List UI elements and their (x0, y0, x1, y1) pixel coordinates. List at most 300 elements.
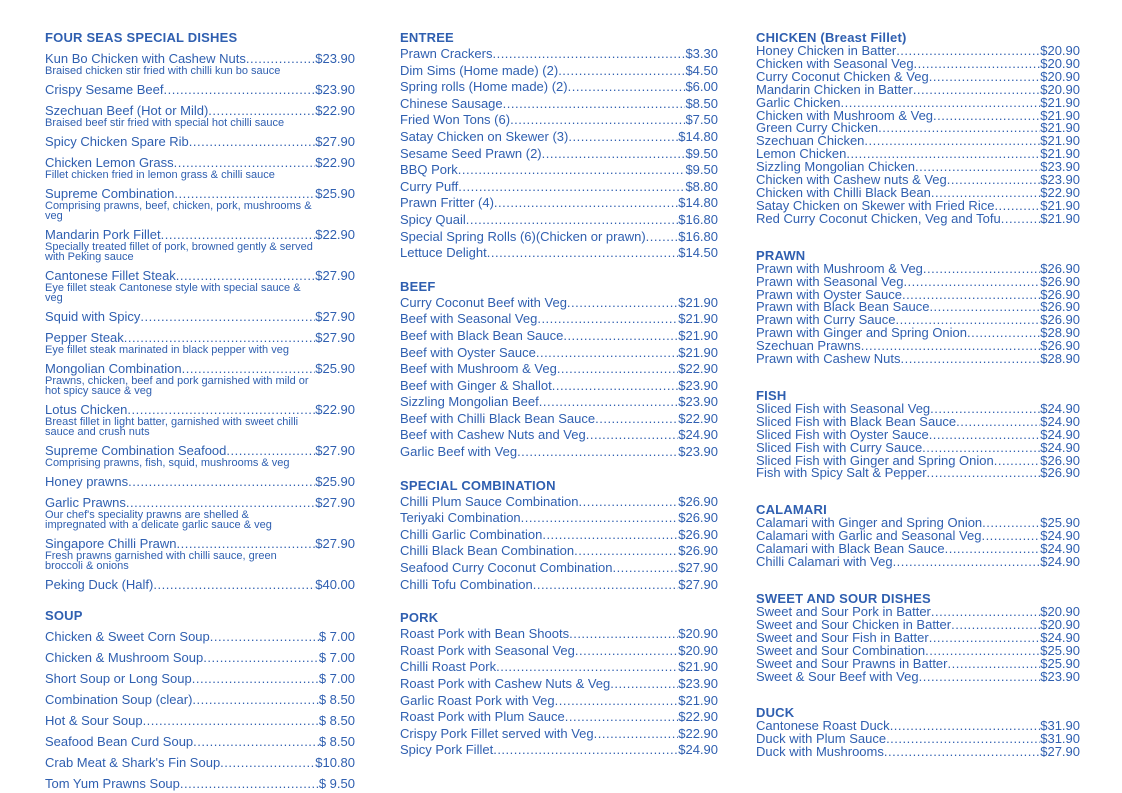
menu-section-entree (400, 30, 718, 262)
menu-item-row (45, 651, 355, 665)
dish-price: $9.50 (685, 162, 718, 178)
menu-item (45, 714, 355, 728)
dish-price: $ 7.00 (318, 650, 355, 665)
dish-name: Sweet and Sour Chicken in Batter (756, 616, 952, 632)
dot-leader (510, 112, 685, 129)
dish-name: Cantonese Roast Duck (756, 718, 890, 734)
dot-leader (140, 310, 315, 324)
menu-item (400, 659, 718, 676)
dish-price: $23.90 (1040, 172, 1080, 188)
dot-leader (127, 403, 315, 417)
dish-price: $14.50 (678, 245, 718, 261)
menu-item-row (400, 146, 718, 163)
dot-leader (161, 228, 316, 242)
dot-leader (226, 444, 315, 458)
dish-price: $ 7.00 (318, 629, 355, 644)
dish-name: Crispy Sesame Beef (45, 82, 164, 97)
dish-name: Chinese Sausage (400, 95, 503, 111)
dish-name: Szechuan Beef (Hot or Mild) (45, 103, 209, 118)
menu-item (400, 394, 718, 411)
dish-price: $27.90 (1040, 744, 1080, 760)
dish-name: Crispy Pork Fillet served with Veg (400, 725, 594, 741)
menu-column-2 (400, 30, 718, 759)
dish-description: Eye fillet steak Cantonese style with special sauce & veg (45, 282, 301, 304)
dish-name: Sliced Fish with Ginger and Spring Onion (756, 452, 994, 468)
menu-section-four-seas-special-dishes (45, 30, 355, 592)
dot-leader (929, 632, 1041, 645)
dish-price: $23.90 (315, 82, 355, 97)
dish-name: Chilli Plum Sauce Combination (400, 493, 579, 509)
menu-item (45, 777, 355, 791)
menu-item-row (45, 735, 355, 749)
dish-price: $22.90 (678, 725, 718, 741)
dish-price: $14.80 (678, 195, 718, 211)
dot-leader (994, 455, 1041, 468)
menu-item-row (400, 46, 718, 63)
dish-price: $22.90 (1040, 184, 1080, 200)
dish-name: Seafood Bean Curd Soup (45, 734, 194, 749)
dot-leader (189, 135, 315, 149)
dish-price: $21.90 (1040, 120, 1080, 136)
menu-item (45, 362, 355, 396)
menu-section-fish (756, 388, 1080, 480)
dot-leader (982, 517, 1040, 530)
menu-item (400, 427, 718, 444)
dish-name: Beef with Mushroom & Veg (400, 361, 557, 377)
dish-price: $24.90 (1040, 413, 1080, 429)
menu-item-row (45, 475, 355, 489)
dish-name: Green Curry Chicken (756, 120, 879, 136)
menu-item-row (45, 777, 355, 791)
dot-leader (208, 104, 315, 118)
menu-item-row (400, 129, 718, 146)
menu-item-row (400, 643, 718, 660)
menu-item (400, 676, 718, 693)
menu-item (400, 162, 718, 179)
menu-item (400, 643, 718, 660)
dish-price: $4.50 (685, 62, 718, 78)
dish-price: $24.90 (1040, 400, 1080, 416)
dot-leader (981, 530, 1040, 543)
menu-section-pork (400, 610, 718, 759)
dot-leader (555, 693, 679, 710)
menu-item-row (400, 378, 718, 395)
dish-price: $25.90 (315, 361, 355, 376)
dot-leader (182, 362, 316, 376)
dot-leader (492, 46, 685, 63)
dish-price: $26.90 (678, 543, 718, 559)
dish-price: $26.90 (678, 493, 718, 509)
section-title: CHICKEN (Breast Fillet) (756, 30, 907, 45)
dish-price: $27.90 (315, 443, 355, 458)
menu-item-row (400, 63, 718, 80)
dot-leader (487, 245, 679, 262)
dish-name: Curry Puff (400, 178, 459, 194)
dish-price: $24.90 (678, 427, 718, 443)
dish-price: $21.90 (1040, 94, 1080, 110)
dot-leader (884, 746, 1040, 759)
dish-name: Singapore Chilli Prawn (45, 536, 177, 551)
menu-section-soup (45, 608, 355, 791)
menu-item-row (400, 411, 718, 428)
dot-leader (578, 494, 678, 511)
dish-name: Chicken with Cashew nuts & Veg (756, 172, 947, 188)
dish-price: $26.90 (678, 526, 718, 542)
menu-item-row (400, 295, 718, 312)
dish-price: $23.90 (678, 377, 718, 393)
dish-price: $20.90 (678, 642, 718, 658)
dish-price: $8.50 (685, 95, 718, 111)
menu-item (400, 378, 718, 395)
menu-item (45, 672, 355, 686)
dish-name: Chilli Garlic Combination (400, 526, 543, 542)
menu-item (45, 52, 355, 76)
dish-price: $20.90 (1040, 604, 1080, 619)
dot-leader (878, 122, 1040, 135)
dish-name: Calamari with Ginger and Spring Onion (756, 515, 983, 531)
dot-leader (929, 429, 1041, 442)
dish-price: $25.90 (315, 474, 355, 489)
dish-price: $21.90 (678, 294, 718, 310)
dish-description: Comprising prawns, fish, squid, mushrooms & veg (45, 457, 290, 469)
section-title: DUCK (756, 705, 795, 721)
menu-item-row (400, 709, 718, 726)
dish-price: $26.90 (1040, 273, 1080, 289)
dish-price: $9.50 (685, 145, 718, 161)
menu-item (400, 63, 718, 80)
dot-leader (552, 378, 678, 395)
dish-price: $8.80 (685, 178, 718, 194)
dot-leader (890, 720, 1041, 733)
menu-item (400, 96, 718, 113)
menu-item-row (45, 269, 355, 283)
menu-item (400, 577, 718, 594)
dot-leader (594, 726, 679, 743)
menu-item (45, 735, 355, 749)
dot-leader (177, 537, 316, 551)
dot-leader (521, 510, 679, 527)
dish-price: $21.90 (678, 327, 718, 343)
dot-leader (929, 301, 1040, 314)
dot-leader (536, 345, 678, 362)
dish-price: $20.90 (1040, 43, 1080, 58)
dish-name: Sliced Fish with Black Bean Sauce (756, 413, 957, 429)
menu-item-row (756, 668, 1080, 684)
dish-price: $25.90 (1040, 515, 1080, 531)
dish-name: Chicken with Seasonal Veg (756, 55, 914, 71)
menu-item-row (400, 494, 718, 511)
menu-item-row (400, 510, 718, 527)
menu-item-row (45, 444, 355, 458)
dish-name: Mandarin Chicken in Batter (756, 81, 913, 97)
dish-name: Crab Meat & Shark's Fin Soup (45, 755, 221, 770)
dot-leader (557, 361, 678, 378)
menu-item-row (400, 195, 718, 212)
dish-price: $21.90 (1040, 210, 1080, 226)
dish-name: Cantonese Fillet Steak (45, 268, 176, 283)
dish-name: Sesame Seed Prawn (2) (400, 145, 542, 161)
dish-description: Fillet chicken fried in lemon grass & chilli sauce (45, 169, 275, 181)
menu-item (45, 475, 355, 489)
dish-price: $21.90 (678, 344, 718, 360)
dish-price: $22.90 (678, 709, 718, 725)
dish-name: Fried Won Tons (6) (400, 112, 511, 128)
menu-item-row (400, 79, 718, 96)
menu-item (756, 668, 1080, 684)
menu-item-row (45, 630, 355, 644)
dish-name: Garlic Chicken (756, 94, 841, 110)
menu-item (756, 353, 1080, 366)
menu-item (400, 212, 718, 229)
dish-price: $23.90 (1040, 668, 1080, 684)
dish-name: Spicy Quail (400, 211, 466, 227)
dot-leader (496, 659, 678, 676)
dot-leader (494, 195, 678, 212)
dot-leader (569, 626, 678, 643)
menu-item-row (45, 187, 355, 201)
dish-name: Chicken & Mushroom Soup (45, 650, 204, 665)
section-title: SOUP (45, 608, 83, 623)
dot-leader (901, 353, 1041, 366)
dish-price: $28.90 (1040, 325, 1080, 341)
dish-description: Specially treated fillet of pork, browned gently & served with Peking sauce (45, 241, 313, 263)
dot-leader (568, 79, 686, 96)
dish-name: Chicken with Mushroom & Veg (756, 107, 934, 123)
dish-price: $22.90 (678, 361, 718, 377)
menu-section-chicken-breast-fillet (756, 30, 1080, 226)
menu-item (45, 496, 355, 530)
dish-price: $27.90 (678, 576, 718, 592)
menu-item-row (400, 311, 718, 328)
menu-item-row (400, 229, 718, 246)
menu-item-row (400, 742, 718, 759)
dot-leader (948, 658, 1041, 671)
dish-price: $27.90 (315, 536, 355, 551)
menu-item (400, 444, 718, 461)
dish-price: $ 9.50 (318, 776, 355, 791)
dish-name: Satay Chicken on Skewer with Fried Rice (756, 197, 995, 213)
dish-name: Sweet and Sour Fish in Batter (756, 629, 929, 645)
dish-name: Kun Bo Chicken with Cashew Nuts (45, 51, 246, 66)
dish-name: Seafood Curry Coconut Combination (400, 560, 613, 576)
dish-name: Prawn with Curry Sauce (756, 312, 896, 328)
dot-leader (913, 84, 1040, 97)
dot-leader (126, 496, 315, 510)
dish-price: $25.90 (315, 186, 355, 201)
dish-price: $26.90 (1040, 338, 1080, 354)
menu-item (400, 742, 718, 759)
menu-item-row (400, 427, 718, 444)
dish-price: $21.90 (1040, 197, 1080, 213)
dish-name: Duck with Plum Sauce (756, 731, 887, 747)
dot-leader (646, 229, 679, 246)
menu-item-row (400, 96, 718, 113)
menu-column-1 (45, 30, 355, 791)
menu-item (400, 46, 718, 63)
dish-name: Curry Coconut Chicken & Veg (756, 68, 929, 84)
dish-name: Szechuan Prawns (756, 338, 861, 354)
section-title: PORK (400, 610, 439, 626)
menu-item (45, 693, 355, 707)
section-title: SPECIAL COMBINATION (400, 477, 556, 493)
dot-leader (568, 129, 678, 146)
dot-leader (466, 212, 678, 229)
dish-name: Roast Pork with Plum Sauce (400, 709, 565, 725)
dot-leader (945, 543, 1041, 556)
dish-name: Prawn with Oyster Sauce (756, 286, 902, 302)
dish-price: $22.90 (315, 103, 355, 118)
dish-name: Supreme Combination Seafood (45, 443, 227, 458)
menu-item (756, 467, 1080, 480)
dish-price: $24.90 (1040, 629, 1080, 645)
dot-leader (612, 560, 678, 577)
dish-name: Red Curry Coconut Chicken, Veg and Tofu (756, 210, 1001, 226)
dish-name: Szechuan Chicken (756, 133, 865, 149)
dot-leader (124, 331, 315, 345)
dish-name: Roast Pork with Cashew Nuts & Veg (400, 676, 611, 691)
dish-name: Dim Sims (Home made) (2) (400, 62, 559, 78)
dot-leader (458, 162, 686, 179)
dot-leader (574, 543, 678, 560)
dish-price: $31.90 (1040, 718, 1080, 734)
menu-item (400, 560, 718, 577)
menu-item (45, 269, 355, 303)
dish-price: $24.90 (1040, 528, 1080, 544)
dish-price: $24.90 (1040, 541, 1080, 557)
dot-leader (586, 427, 679, 444)
dish-description: Prawns, chicken, beef and pork garnished with mild or hot spicy sauce & veg (45, 375, 309, 397)
dish-price: $21.90 (678, 311, 718, 327)
dot-leader (128, 475, 315, 489)
menu-item (45, 537, 355, 571)
menu-item-row (756, 353, 1080, 366)
menu-item (400, 245, 718, 262)
dish-name: Curry Coconut Beef with Veg (400, 294, 567, 310)
dish-name: Lemon Chicken (756, 146, 847, 162)
dish-name: Sweet & Sour Beef with Veg (756, 668, 919, 684)
dot-leader (575, 643, 678, 660)
dot-leader (956, 416, 1040, 429)
dish-name: Mongolian Combination (45, 361, 182, 376)
dish-name: Sliced Fish with Oyster Sauce (756, 426, 929, 442)
dish-name: Duck with Mushrooms (756, 744, 884, 760)
menu-item-row (400, 527, 718, 544)
dish-price: $24.90 (1040, 439, 1080, 455)
dish-price: $6.00 (685, 79, 718, 95)
dish-price: $23.90 (315, 51, 355, 66)
dish-name: Beef with Cashew Nuts and Veg (400, 427, 586, 443)
menu-item-row (45, 52, 355, 66)
dish-price: $27.90 (315, 309, 355, 324)
section-title: BEEF (400, 278, 436, 294)
dish-price: $24.90 (1040, 554, 1080, 570)
dish-name: Spicy Chicken Spare Rib (45, 134, 189, 149)
dish-name: Honey Chicken in Batter (756, 43, 897, 58)
menu-item (400, 494, 718, 511)
menu-item-row (45, 756, 355, 770)
dot-leader (537, 311, 678, 328)
dish-name: Short Soup or Long Soup (45, 671, 192, 686)
menu-item (756, 746, 1080, 759)
dish-name: Chilli Tofu Combination (400, 576, 533, 592)
dish-price: $27.90 (315, 330, 355, 345)
menu-item-row (400, 394, 718, 411)
dot-leader (886, 733, 1040, 746)
dot-leader (458, 179, 685, 196)
dot-leader (193, 735, 319, 749)
dot-leader (914, 58, 1041, 71)
dish-name: Chilli Black Bean Combination (400, 543, 575, 559)
dot-leader (951, 619, 1040, 632)
menu-item (400, 79, 718, 96)
menu-item (400, 626, 718, 643)
dish-price: $27.90 (315, 134, 355, 149)
dish-name: Tom Yum Prawns Soup (45, 776, 180, 791)
menu-item (400, 693, 718, 710)
dish-name: Garlic Prawns (45, 495, 126, 510)
menu-item (400, 361, 718, 378)
menu-item (45, 310, 355, 324)
dish-price: $21.90 (1040, 146, 1080, 162)
dish-name: Teriyaki Combination (400, 510, 521, 526)
dot-leader (174, 187, 315, 201)
dish-name: Honey prawns (45, 474, 129, 489)
dish-name: Prawn with Ginger and Spring Onion (756, 325, 968, 341)
dish-price: $ 8.50 (318, 713, 355, 728)
dot-leader (180, 777, 319, 791)
dish-price: $20.90 (678, 626, 718, 642)
menu-item-row (400, 560, 718, 577)
menu-item-row (45, 578, 355, 592)
menu-item (400, 510, 718, 527)
dot-leader (610, 676, 678, 693)
dish-price: $21.90 (1040, 133, 1080, 149)
menu-item-row (400, 245, 718, 262)
menu-item-row (400, 345, 718, 362)
menu-item-row (45, 135, 355, 149)
dish-name: Sliced Fish with Seasonal Veg (756, 400, 931, 416)
dot-leader (143, 714, 319, 728)
dish-description: Braised beef stir fried with special hot chilli sauce (45, 117, 285, 129)
dish-name: Beef with Chilli Black Bean Sauce (400, 410, 596, 426)
dot-leader (503, 96, 686, 113)
dish-name: Chilli Roast Pork (400, 659, 497, 675)
dish-price: $28.90 (1040, 351, 1080, 367)
menu-item-row (45, 693, 355, 707)
dish-name: Chicken Lemon Grass (45, 155, 174, 170)
section-title: FISH (756, 387, 787, 403)
dish-price: $26.90 (1040, 299, 1080, 315)
dish-name: Prawn with Mushroom & Veg (756, 260, 923, 276)
dot-leader (923, 263, 1040, 276)
menu-item-row (45, 403, 355, 417)
dish-name: BBQ Pork (400, 162, 458, 178)
menu-section-special-combination (400, 478, 718, 594)
dot-leader (558, 63, 685, 80)
dish-name: Prawn with Cashew Nuts (756, 351, 901, 367)
dish-price: $23.90 (1040, 159, 1080, 175)
menu-item (756, 556, 1080, 569)
dish-price: $21.90 (678, 659, 718, 675)
menu-item (400, 295, 718, 312)
menu-item-row (45, 331, 355, 345)
menu-section-beef (400, 279, 718, 461)
dish-price: $20.90 (1040, 81, 1080, 97)
menu-item (45, 104, 355, 128)
dish-price: $26.90 (1040, 312, 1080, 328)
dot-leader (563, 328, 678, 345)
menu-section-duck (756, 705, 1080, 759)
